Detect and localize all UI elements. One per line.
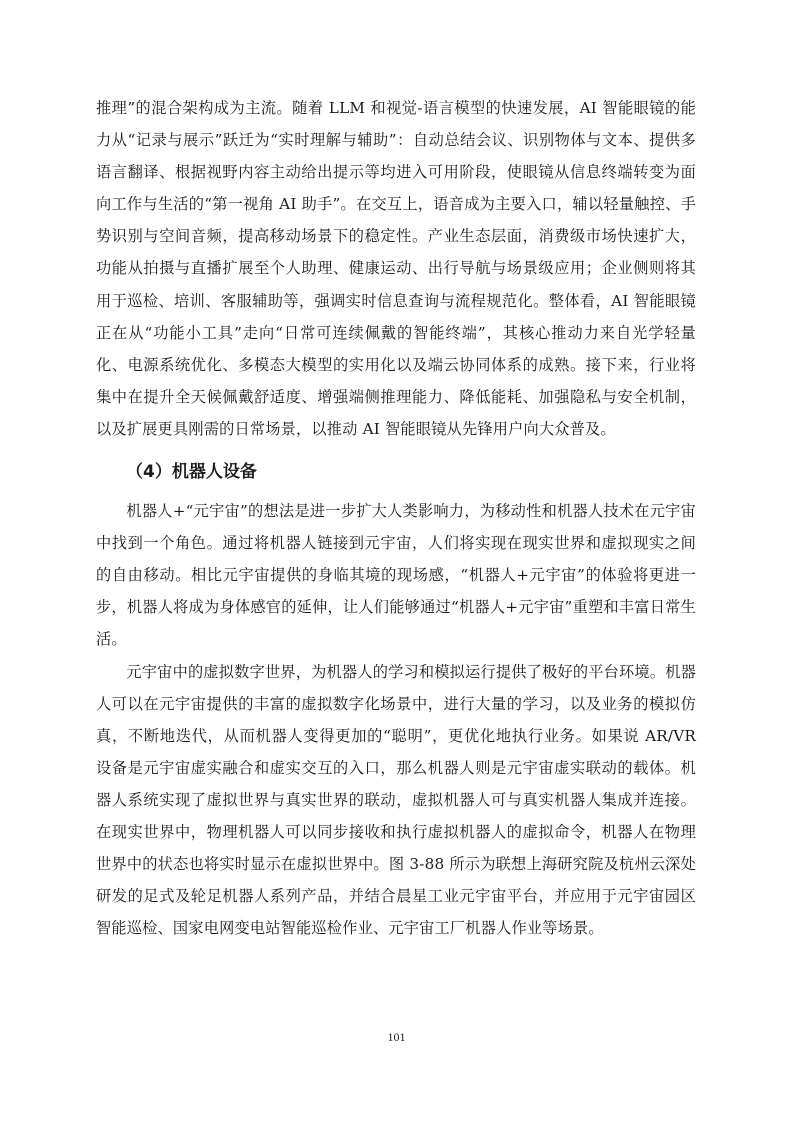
paragraph-robot-virtual-world: 元宇宙中的虚拟数字世界，为机器人的学习和模拟运行提供了极好的平台环境。机器人可以在元宇宙提供的丰富的虚拟数字化场景中，进行大量的学习，以及业务的模拟仿真，不断地迭代，从而机器人变得更加的“聪明”，更优化地执行业务。如果说 AR/VR 设备是元宇宙虚实融合和虚实交互的入口，那么机器人则是元宇宙虚实联动的载体。机器人系统实现了虚拟世界与真实世界的联动，虚拟机器人可与真实机器人集成并连接。在现实世界中，物理机器人可以同步接收和执行虚拟机器人的虚拟命令，机器人在物理世界中的状态也将实时显示在虚拟世界中。图 3-88 所示为联想上海研究院及杭州云深处研发的足式及轮足机器人系列产品，并结合晨星工业元宇宙平台，并应用于元宇宙园区智能巡检、国家电网变电站智能巡检作业、元宇宙工厂机器人作业等场景。 [96, 662, 696, 938]
page-number: 101 [387, 1030, 406, 1044]
page-body [96, 92, 696, 944]
paragraph-robot-metaverse-intro: 机器人+“元宇宙”的想法是进一步扩大人类影响力，为移动性和机器人技术在元宇宙中找到一个角色。通过将机器人链接到元宇宙，人们将实现在现实世界和虚拟现实之间的自由移动。相比元宇宙提供的身临其境的现场感，“机器人+元宇宙”的体验将更进一步，机器人将成为身体感官的延伸，让人们能够通过“机器人+元宇宙”重塑和丰富日常生活。 [96, 502, 696, 649]
section-heading-robot-devices: （4）机器人设备 [126, 462, 257, 483]
paragraph-ai-glasses-continued: 推理”的混合架构成为主流。随着 LLM 和视觉-语言模型的快速发展，AI 智能眼镜的能力从“记录与展示”跃迁为“实时理解与辅助”：自动总结会议、识别物体与文本、提供多语言翻译、根据视野内容主动给出提示等均进入可用阶段，使眼镜从信息终端转变为面向工作与生活的“第一视角 AI 助手”。在交互上，语音成为主要入口，辅以轻量触控、手势识别与空间音频，提高移动场景下的稳定性。产业生态层面，消费级市场快速扩大，功能从拍摄与直播扩展至个人助理、健康运动、出行导航与场景级应用；企业侧则将其用于巡检、培训、客服辅助等，强调实时信息查询与流程规范化。整体看，AI 智能眼镜正在从“功能小工具”走向“日常可连续佩戴的智能终端”，其核心推动力来自光学轻量化、电源系统优化、多模态大模型的实用化以及端云协同体系的成熟。接下来，行业将集中在提升全天候佩戴舒适度、增强端侧推理能力、降低能耗、加强隐私与安全机制，以及扩展更具刚需的日常场景，以推动 AI 智能眼镜从先锋用户向大众普及。 [96, 99, 696, 438]
